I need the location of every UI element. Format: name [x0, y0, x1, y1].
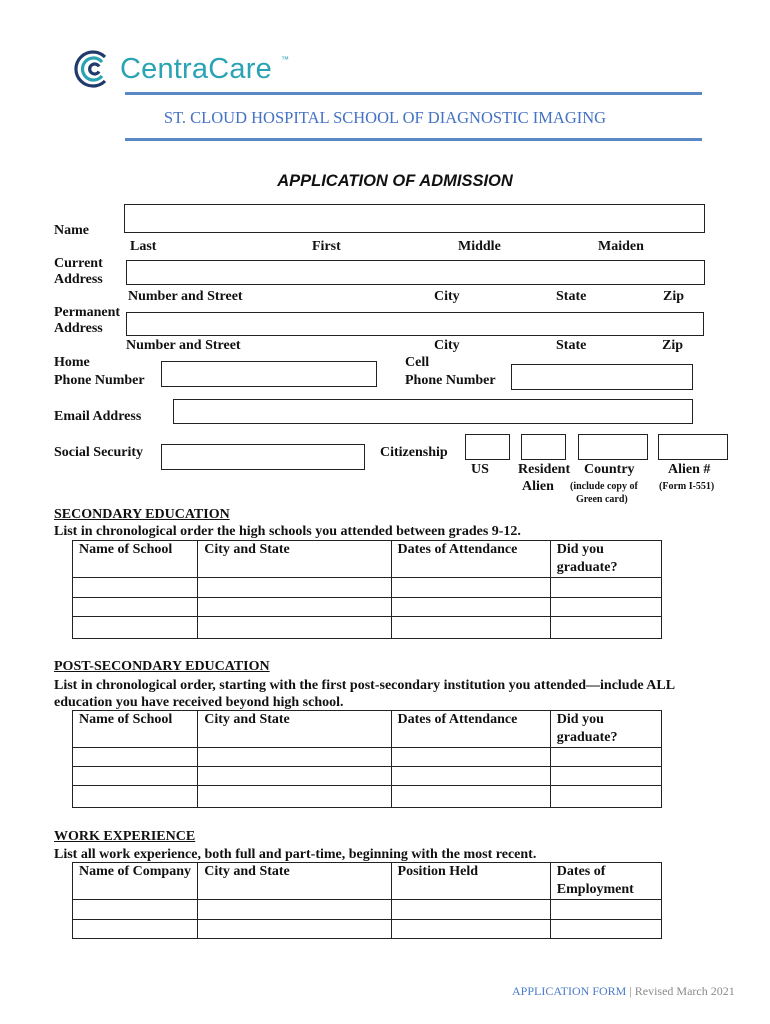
table-cell[interactable]	[391, 598, 550, 617]
page-footer	[512, 984, 735, 999]
name-field[interactable]	[124, 204, 705, 233]
table-row	[73, 920, 662, 939]
table-cell[interactable]	[73, 920, 198, 939]
postsecondary-education-instruction-line2: education you have received beyond high school.	[54, 695, 344, 710]
citizenship-resident-caption-line2: Alien	[522, 479, 554, 494]
citizenship-alien-caption: Alien #	[668, 462, 711, 477]
table-cell[interactable]	[550, 748, 661, 767]
work-experience-heading: WORK EXPERIENCE	[54, 829, 196, 844]
postsecondary-education-heading: POST-SECONDARY EDUCATION	[54, 659, 270, 674]
table-cell[interactable]	[73, 786, 198, 808]
table-row	[73, 786, 662, 808]
permanent-address-label-line1: Permanent	[54, 305, 121, 320]
citizenship-label: Citizenship	[380, 445, 448, 460]
table-cell[interactable]	[550, 920, 661, 939]
table-cell[interactable]	[198, 748, 391, 767]
logo-wordmark: CentraCare	[120, 53, 272, 85]
col-header-dates-of-attendance: Dates of Attendance	[391, 541, 550, 578]
table-row	[73, 598, 662, 617]
col-header-city-and-state: City and State	[198, 711, 391, 748]
table-cell[interactable]	[73, 900, 198, 920]
name-label: Name	[54, 223, 89, 238]
table-cell[interactable]	[198, 900, 391, 920]
table-cell[interactable]	[550, 578, 661, 598]
name-part-middle: Middle	[458, 239, 501, 254]
permanent-address-street-caption: Number and Street	[126, 338, 241, 353]
current-address-zip-caption: Zip	[663, 289, 685, 304]
citizenship-resident-caption-line1: Resident	[518, 462, 571, 477]
col-header-did-you-graduate: Did you graduate?	[550, 711, 661, 748]
permanent-address-label-line2: Address	[54, 321, 103, 336]
citizenship-resident-alien-box[interactable]	[521, 434, 566, 460]
table-row	[73, 578, 662, 598]
citizenship-country-box[interactable]	[578, 434, 648, 460]
work-experience-instruction: List all work experience, both full and part-time, beginning with the most recent.	[54, 847, 537, 862]
cell-phone-label-line2: Phone Number	[405, 373, 496, 388]
social-security-field[interactable]	[161, 444, 365, 470]
table-cell[interactable]	[198, 767, 391, 786]
header-rule-bottom	[125, 138, 702, 141]
citizenship-alien-number-box[interactable]	[658, 434, 728, 460]
citizenship-us-box[interactable]	[465, 434, 510, 460]
table-cell[interactable]	[391, 578, 550, 598]
email-field[interactable]	[173, 399, 693, 424]
col-header-name-of-school: Name of School	[73, 541, 198, 578]
current-address-label-line1: Current	[54, 256, 103, 271]
postsecondary-education-table	[72, 710, 662, 808]
work-experience-table	[72, 862, 662, 939]
citizenship-country-note-line2: Green card)	[576, 494, 628, 505]
table-row	[73, 617, 662, 639]
trademark-symbol: ™	[281, 55, 289, 64]
home-phone-label-line2: Phone Number	[54, 373, 145, 388]
table-cell[interactable]	[550, 598, 661, 617]
current-address-field[interactable]	[126, 260, 705, 285]
col-header-name-of-school: Name of School	[73, 711, 198, 748]
citizenship-us-caption: US	[471, 462, 489, 477]
table-cell[interactable]	[550, 786, 661, 808]
col-header-position-held: Position Held	[391, 863, 550, 900]
table-cell[interactable]	[73, 617, 198, 639]
table-cell[interactable]	[391, 767, 550, 786]
citizenship-country-caption: Country	[584, 462, 635, 477]
table-cell[interactable]	[550, 900, 661, 920]
home-phone-field[interactable]	[161, 361, 377, 387]
table-cell[interactable]	[391, 617, 550, 639]
current-address-label-line2: Address	[54, 272, 103, 287]
col-header-dates-of-attendance: Dates of Attendance	[391, 711, 550, 748]
permanent-address-state-caption: State	[556, 338, 587, 353]
footer-form-label: APPLICATION FORM	[512, 984, 627, 998]
name-part-maiden: Maiden	[598, 239, 644, 254]
table-cell[interactable]	[391, 748, 550, 767]
table-cell[interactable]	[198, 578, 391, 598]
table-cell[interactable]	[198, 786, 391, 808]
header-rule-top	[125, 92, 702, 95]
cell-phone-label-line1: Cell	[405, 355, 430, 370]
table-cell[interactable]	[73, 748, 198, 767]
table-row	[73, 900, 662, 920]
footer-revised-date: Revised March 2021	[634, 984, 735, 998]
footer-separator: |	[626, 984, 635, 998]
table-cell[interactable]	[73, 598, 198, 617]
school-name: ST. CLOUD HOSPITAL SCHOOL OF DIAGNOSTIC IMAGING	[163, 108, 607, 127]
col-header-dates-of-employment: Dates of Employment	[550, 863, 661, 900]
table-row	[73, 767, 662, 786]
name-part-first: First	[312, 239, 341, 254]
table-cell[interactable]	[550, 617, 661, 639]
col-header-name-of-company: Name of Company	[73, 863, 198, 900]
postsecondary-education-instruction-line1: List in chronological order, starting with the first post-secondary institution you attended—include ALL	[54, 678, 676, 693]
home-phone-label-line1: Home	[54, 355, 90, 370]
cell-phone-field[interactable]	[511, 364, 693, 390]
current-address-street-caption: Number and Street	[128, 289, 243, 304]
secondary-education-table	[72, 540, 662, 639]
table-cell[interactable]	[73, 578, 198, 598]
secondary-education-instruction: List in chronological order the high schools you attended between grades 9-12.	[54, 524, 521, 539]
social-security-label: Social Security	[54, 445, 144, 460]
permanent-address-zip-caption: Zip	[662, 338, 684, 353]
table-cell[interactable]	[198, 617, 391, 639]
table-cell[interactable]	[73, 767, 198, 786]
table-cell[interactable]	[391, 920, 550, 939]
table-row	[73, 748, 662, 767]
citizenship-alien-note: (Form I-551)	[659, 481, 715, 492]
table-cell[interactable]	[391, 900, 550, 920]
permanent-address-city-caption: City	[434, 338, 460, 353]
email-label: Email Address	[54, 409, 142, 424]
secondary-education-heading: SECONDARY EDUCATION	[54, 507, 230, 522]
table-cell[interactable]	[198, 598, 391, 617]
table-cell[interactable]	[198, 920, 391, 939]
centracare-logo-icon	[73, 47, 115, 91]
current-address-state-caption: State	[556, 289, 587, 304]
col-header-city-and-state: City and State	[198, 541, 391, 578]
name-part-last: Last	[130, 239, 157, 254]
current-address-city-caption: City	[434, 289, 460, 304]
table-cell[interactable]	[550, 767, 661, 786]
permanent-address-field[interactable]	[126, 312, 704, 336]
col-header-did-you-graduate: Did you graduate?	[550, 541, 661, 578]
col-header-city-and-state: City and State	[198, 863, 391, 900]
citizenship-country-note-line1: (include copy of	[570, 481, 638, 492]
page-title: APPLICATION OF ADMISSION	[277, 172, 513, 190]
table-cell[interactable]	[391, 786, 550, 808]
